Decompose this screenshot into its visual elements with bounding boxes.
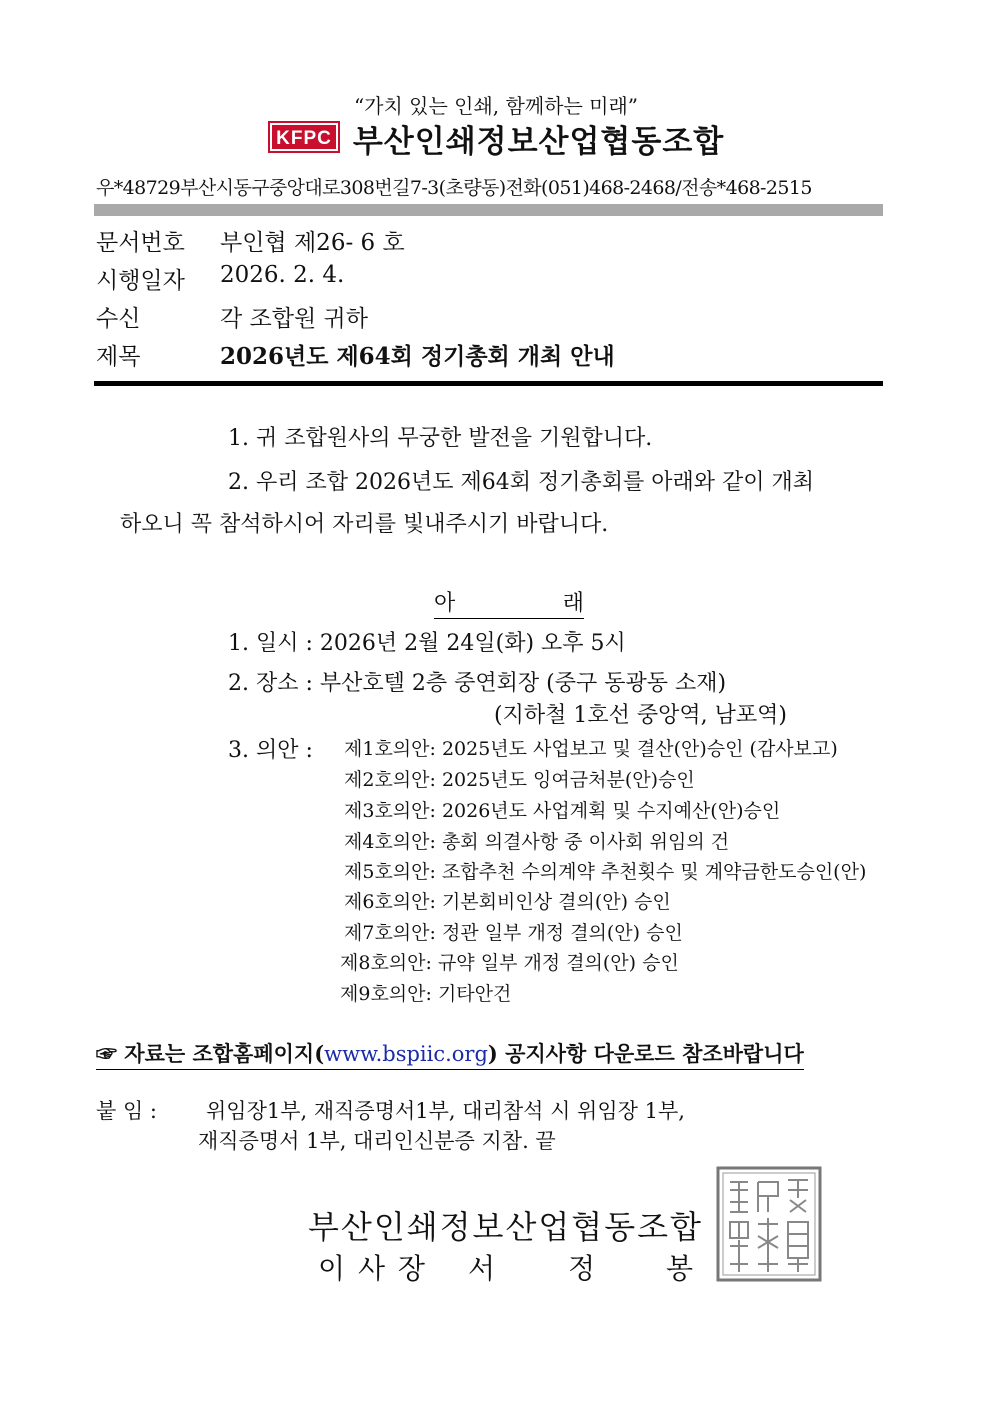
agenda-item: 제1호의안: 2025년도 사업보고 및 결산(안)승인 (감사보고) xyxy=(344,738,838,760)
agenda-item: 제2호의안: 2025년도 잉여금처분(안)승인 xyxy=(344,769,695,791)
signature-org: 부산인쇄정보산업협동조합 xyxy=(308,1208,703,1246)
agenda-item: 제8호의안: 규약 일부 개정 결의(안) 승인 xyxy=(340,952,679,974)
subject-label: 제목 xyxy=(96,344,141,370)
representative-name-3: 봉 xyxy=(666,1252,694,1285)
representative-name-1: 서 xyxy=(468,1252,496,1285)
signature-representative xyxy=(318,1247,693,1287)
paragraph-2-line-1: 2. 우리 조합 2026년도 제64회 정기총회를 아래와 같이 개최 xyxy=(228,470,814,495)
attachment-line-2: 재직증명서 1부, 대리인신분증 지참. 끝 xyxy=(198,1129,556,1153)
representative-title: 이 사 장 xyxy=(318,1252,427,1285)
date-value: 2026. 2. 4. xyxy=(220,262,345,288)
agenda-item: 제6호의안: 기본회비인상 결의(안) 승인 xyxy=(344,891,671,913)
recipient-label: 수신 xyxy=(96,306,141,332)
section-title-right: 래 xyxy=(562,591,584,616)
representative-name-2: 정 xyxy=(568,1252,596,1285)
paragraph-2-line-2: 하오니 꼭 참석하시어 자리를 빛내주시기 바랍니다. xyxy=(120,512,609,537)
homepage-link[interactable]: www.bspiic.org xyxy=(324,1042,488,1066)
recipient-value: 각 조합원 귀하 xyxy=(220,306,368,332)
item-datetime: 1. 일시 : 2026년 2월 24일(화) 오후 5시 xyxy=(228,631,626,656)
item-location: 2. 장소 : 부산호텔 2층 중연회장 (중구 동광동 소재) xyxy=(228,671,727,696)
doc-no-value: 부인협 제26- 6 호 xyxy=(220,230,405,256)
section-title-left: 아 xyxy=(434,591,456,616)
doc-no-label: 문서번호 xyxy=(96,230,185,256)
date-label: 시행일자 xyxy=(96,268,185,294)
section-title xyxy=(434,586,584,619)
attachment-line-1: 위임장1부, 재직증명서1부, 대리참석 시 위임장 1부, xyxy=(206,1099,685,1123)
agenda-item: 제9호의안: 기타안건 xyxy=(340,983,512,1005)
attachment-label: 붙 임 : xyxy=(96,1099,157,1123)
notice-suffix: ) 공지사항 다운로드 참조바랍니다 xyxy=(487,1041,804,1066)
homepage-notice xyxy=(96,1038,804,1070)
meta-divider xyxy=(94,381,883,386)
official-seal-stamp xyxy=(716,1166,822,1286)
paragraph-1: 1. 귀 조합원사의 무궁한 발전을 기원합니다. xyxy=(228,426,653,451)
agenda-item: 제5호의안: 조합추천 수의계약 추천횟수 및 계약금한도승인(안) xyxy=(344,861,867,883)
agenda-item: 제4호의안: 총회 의결사항 중 이사회 위임의 건 xyxy=(344,831,730,853)
svg-text:KFPC: KFPC xyxy=(275,127,332,149)
pointing-hand-icon: ☞ xyxy=(96,1041,117,1066)
agenda-item: 제3호의안: 2026년도 사업계획 및 수지예산(안)승인 xyxy=(344,800,781,822)
kfpc-logo xyxy=(268,120,342,158)
address-line: 우*48729부산시동구중앙대로308번길7-3(초량동)전화(051)468-2468/전송*468-2515 xyxy=(96,177,812,199)
subject-value: 2026년도 제64회 정기총회 개최 안내 xyxy=(220,343,615,370)
slogan: “가치 있는 인쇄, 함께하는 미래” xyxy=(353,94,639,118)
agenda-item: 제7호의안: 정관 일부 개정 결의(안) 승인 xyxy=(344,922,683,944)
item-agenda-label: 3. 의안 : xyxy=(228,738,313,763)
letterhead xyxy=(0,116,992,161)
notice-prefix: 자료는 조합홈페이지( xyxy=(117,1041,325,1066)
org-name: 부산인쇄정보산업협동조합 xyxy=(352,124,725,160)
item-location-subway: (지하철 1호선 중앙역, 남포역) xyxy=(494,703,787,728)
header-divider xyxy=(94,204,883,216)
